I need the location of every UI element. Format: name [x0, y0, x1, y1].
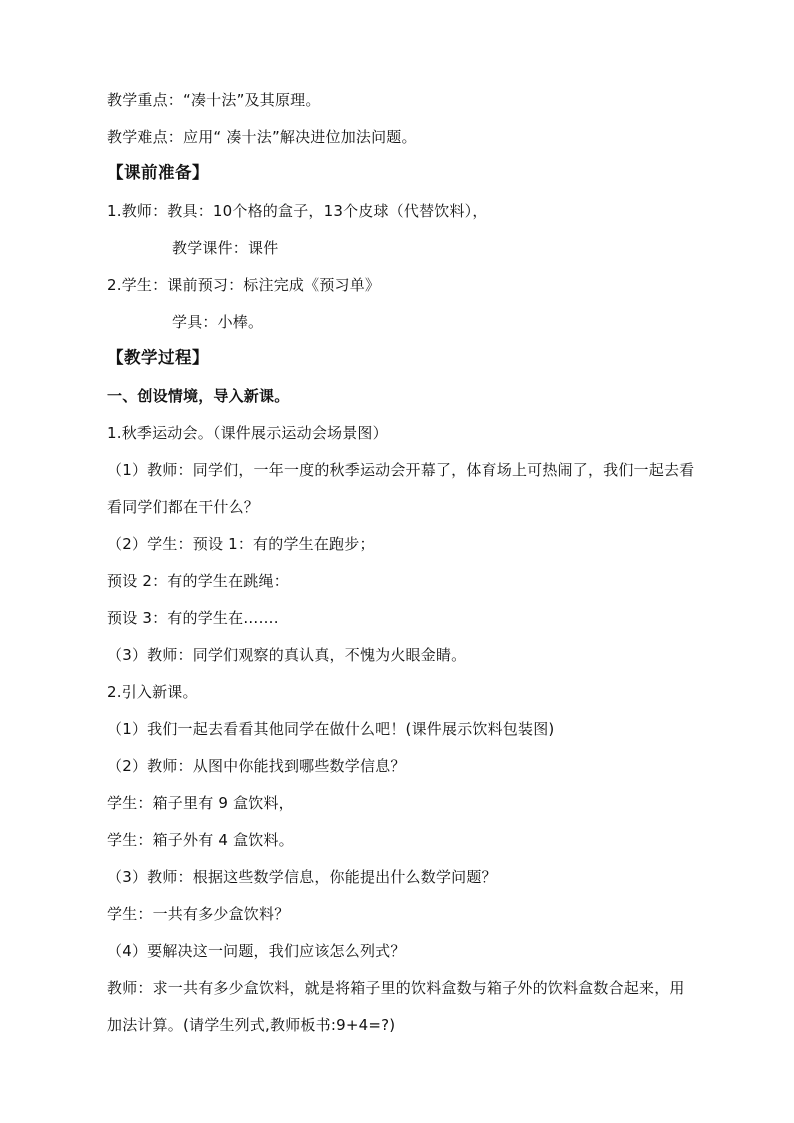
paragraph-line: （4）要解决这一问题，我们应该怎么列式？	[107, 942, 406, 960]
prep-student: 2.学生：课前预习：标注完成《预习单》	[107, 276, 381, 294]
paragraph-line: 预设 3：有的学生在…….	[107, 609, 279, 627]
section-heading-preparation: 【课前准备】	[107, 163, 209, 182]
paragraph-line: （1）教师：同学们，一年一度的秋季运动会开幕了，体育场上可热闹了，我们一起去看	[107, 461, 695, 479]
paragraph-line: 教师：求一共有多少盒饮料，就是将箱子里的饮料盒数与箱子外的饮料盒数合起来，用	[107, 979, 685, 997]
paragraph-line: 学生：一共有多少盒饮料？	[107, 905, 290, 923]
paragraph-line: （1）我们一起去看看其他同学在做什么吧！(课件展示饮料包装图)	[107, 720, 555, 738]
subsection-heading-intro: 一、创设情境，导入新课。	[107, 387, 290, 405]
paragraph-line: （2）教师：从图中你能找到哪些数学信息？	[107, 757, 406, 775]
section-heading-process: 【教学过程】	[107, 348, 209, 367]
prep-teacher: 1.教师：教具：10个格的盒子，13个皮球（代替饮料），	[107, 202, 488, 220]
paragraph-line: （2）学生：预设 1：有的学生在跑步；	[107, 535, 375, 553]
paragraph-line: 加法计算。(请学生列式,教师板书:9+4=?)	[107, 1016, 396, 1034]
paragraph-line: （3）教师：根据这些数学信息，你能提出什么数学问题？	[107, 868, 497, 886]
prep-student-tools: 学具：小棒。	[172, 313, 264, 331]
paragraph-line: 学生：箱子外有 4 盒饮料。	[107, 831, 294, 849]
teaching-focus: 教学重点：“凑十法”及其原理。	[107, 91, 321, 109]
paragraph-line: 看同学们都在干什么？	[107, 498, 260, 516]
teaching-difficulty: 教学难点：应用“ 凑十法”解决进位加法问题。	[107, 128, 417, 146]
paragraph-line: （3）教师：同学们观察的真认真，不愧为火眼金睛。	[107, 646, 467, 664]
paragraph-line: 学生：箱子里有 9 盒饮料，	[107, 794, 294, 812]
paragraph-line: 1.秋季运动会。（课件展示运动会场景图）	[107, 424, 388, 442]
prep-teacher-courseware: 教学课件：课件	[172, 239, 279, 257]
paragraph-line: 2.引入新课。	[107, 683, 198, 701]
paragraph-line: 预设 2：有的学生在跳绳：	[107, 572, 289, 590]
